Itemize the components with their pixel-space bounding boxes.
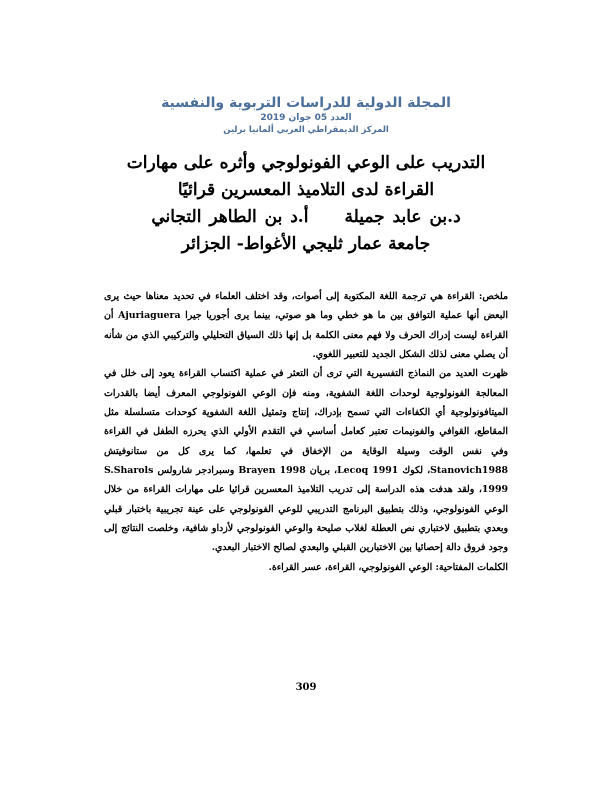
journal-title: المجلة الدولية للدراسات التربوية والنفسية [161, 95, 451, 111]
journal-header [120, 94, 492, 136]
journal-issue: العدد 05 جوان 2019 [260, 113, 352, 123]
author-2: أ.د بن الطاهر التجاني [151, 207, 309, 227]
abstract-label: ملخص: [478, 291, 508, 302]
abstract-para1-text: القراءة هي ترجمة اللغة المكتوبة إلى أصوات، وقد اختلف العلماء في تحديد معناها حيث يرى البعض أنها عملية التوافق بين ما هو خطي وما هو صوتي، بينما يرى أجوريا جيرا Ajuriaguera أن القراءة ليست إدراك الحرف ولا فهم معنى الكلمة بل إنها ذلك السياق التحليلي والتركيبي الذي من شأنه أن يصلي معنى لذلك الشكل الجديد للتعبير اللغوي. [104, 291, 508, 361]
paper-title-line2: القراءة لدى التلاميذ المعسرين قرائيًا [177, 180, 435, 200]
keywords-label: الكلمات المفتاحية: [435, 561, 508, 573]
keywords [104, 558, 508, 577]
keywords-text: الوعي الفونولوجي، القراءة، عسر القراءة. [268, 561, 433, 573]
authors [100, 204, 512, 231]
abstract [104, 287, 508, 577]
abstract-para2: ظهرت العديد من النماذج التفسيرية التي ترى أن التعثر في عملية اكتساب القراءة يعود إلى خلل في المعالجة الفونولوجية لوحدات اللغة الشفوية، ومنه فإن الوعي الفونولوجي المعرف أيضا بالقدرات الميتافونولوجية أي الكفاءات التي تسمح بإدراك، إنتاج وتمثيل اللغة الشفوية كوحدات متسلسلة مثل المقاطع، القوافي والفونيمات تعتبر كعامل أساسي في التقدم الأولي الذي يحرزه الطفل في القراءة وفي نفس الوقت وسيلة الوقاية من الإخفاق في تعلمها، كما يرى كل من ستانوفيتش Stanovich1988، لكوك Lecoq 1991، بريان Brayen 1998 وسبرادجر شارولس S.Sharols 1999، ولقد هدفت هذه الدراسة إلى تدريب التلاميذ المعسرين قرائيا على مهارات القراءة من خلال الوعي الفونولوجي، وذلك بتطبيق البرنامج التدريبي للوعي الفونولوجي على عينة تجريبية باختبار قبلي وبعدي بتطبيق لاختباري نص العطلة لغلاب صليحة والوعي الفونولوجي لأزداو شافية، وخلصت النتائج إلى وجود فروق دالة إحصائيا بين الاختبارين القبلي والبعدي لصالح الاختبار البعدي. [104, 368, 509, 554]
paper-title-line1: التدريب على الوعي الفونولوجي وأثره على مهارات [126, 153, 486, 173]
author-1: د.بن عابد جميلة [344, 207, 461, 227]
abstract-para1 [104, 287, 508, 364]
journal-publisher: المركز الديمقراطي العربي ألمانيا برلين [223, 125, 389, 135]
paper-title-block [100, 150, 512, 258]
affiliation: جامعة عمار ثليجي الأغواط- الجزائر [181, 234, 431, 254]
page-number: 309 [295, 682, 317, 693]
